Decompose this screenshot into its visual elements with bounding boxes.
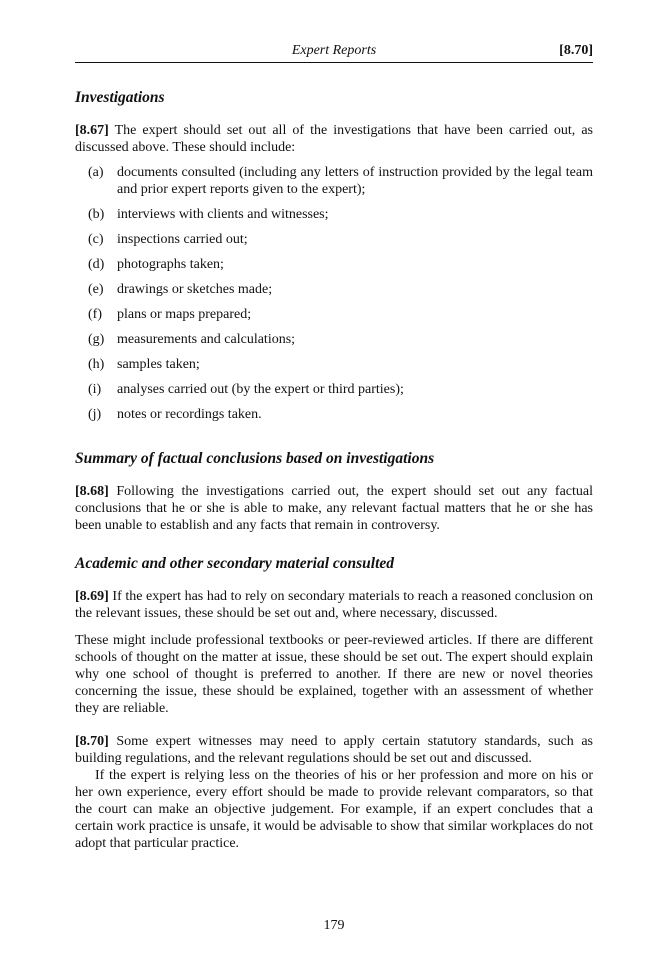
list-item — [75, 281, 593, 298]
list-item-text: inspections carried out; — [117, 232, 248, 247]
paragraph-secondary-sources: These might include professional textbooks or peer-reviewed articles. If there are different schools of thought on the matter at issue, these should be set out. The expert should explain why one school of thought is preferred to another. If there are new or novel theories concerning the issue, these should be explained, together with an assessment of whether they are reliable. — [75, 633, 593, 716]
heading-academic-material: Academic and other secondary material consulted — [75, 555, 395, 572]
list-item — [75, 206, 593, 223]
list-marker: (h) — [88, 357, 105, 372]
paragraph-comparators: If the expert is relying less on the theories of his or her profession and more on his or her own experience, every effort should be made to provide relevant comparators, so that the court can make an objective judgement. For example, if an expert concludes that a certain work practice is unsafe, it would be advisable to show that similar workplaces do not adopt that particular practice. — [75, 768, 593, 851]
section-reference: [8.70] — [559, 43, 593, 58]
heading-investigations: Investigations — [75, 89, 165, 106]
list-marker: (a) — [88, 165, 104, 180]
list-item — [75, 331, 593, 348]
list-item — [75, 256, 593, 273]
paragraph-text: Following the investigations carried out, the expert should set out any factual conclusions that he or she is able to make, any relevant factual matters that he or she has been unable to establish and any facts that remain in controversy. — [75, 484, 593, 533]
investigations-list — [75, 164, 593, 423]
list-item — [75, 231, 593, 248]
paragraph-text: If the expert has had to rely on secondary materials to reach a reasoned conclusion on the relevant issues, these should be set out and, where necessary, discussed. — [75, 589, 593, 621]
page-content — [75, 88, 593, 852]
list-marker: (j) — [88, 407, 102, 422]
list-item — [75, 164, 593, 198]
paragraph-8-70 — [75, 733, 593, 767]
paragraph-number: [8.69] — [75, 589, 109, 604]
list-item-text: measurements and calculations; — [117, 332, 296, 347]
paragraph-8-67 — [75, 122, 593, 156]
list-item-text: interviews with clients and witnesses; — [117, 207, 329, 222]
list-item-text: drawings or sketches made; — [117, 282, 273, 297]
list-item-text: photographs taken; — [117, 257, 224, 272]
list-item — [75, 381, 593, 398]
paragraph-number: [8.68] — [75, 484, 109, 499]
list-marker: (e) — [88, 282, 104, 297]
paragraph-text: Some expert witnesses may need to apply certain statutory standards, such as building regulations, and the relevant regulations should be set out and discussed. — [75, 734, 593, 766]
paragraph-number: [8.67] — [75, 123, 109, 138]
list-item-text: analyses carried out (by the expert or third parties); — [117, 382, 404, 397]
list-marker: (f) — [88, 307, 102, 322]
page-number: 179 — [323, 918, 345, 933]
list-item — [75, 356, 593, 373]
paragraph-8-68 — [75, 483, 593, 534]
list-marker: (b) — [88, 207, 105, 222]
paragraph-8-69 — [75, 588, 593, 622]
list-marker: (i) — [88, 382, 102, 397]
list-item-text: plans or maps prepared; — [117, 307, 252, 322]
heading-summary-conclusions: Summary of factual conclusions based on investigations — [75, 450, 435, 467]
running-header — [75, 42, 593, 63]
list-item-text: samples taken; — [117, 357, 200, 372]
list-item-text: notes or recordings taken. — [117, 407, 262, 422]
paragraph-number: [8.70] — [75, 734, 109, 749]
list-item-text: documents consulted (including any letters of instruction provided by the legal team and prior expert reports given to the expert); — [117, 165, 593, 197]
list-marker: (g) — [88, 332, 105, 347]
paragraph-text: The expert should set out all of the investigations that have been carried out, as discussed above. These should include: — [75, 123, 593, 155]
list-item — [75, 306, 593, 323]
list-marker: (d) — [88, 257, 105, 272]
list-marker: (c) — [88, 232, 104, 247]
list-item — [75, 406, 593, 423]
running-title: Expert Reports — [291, 43, 377, 58]
